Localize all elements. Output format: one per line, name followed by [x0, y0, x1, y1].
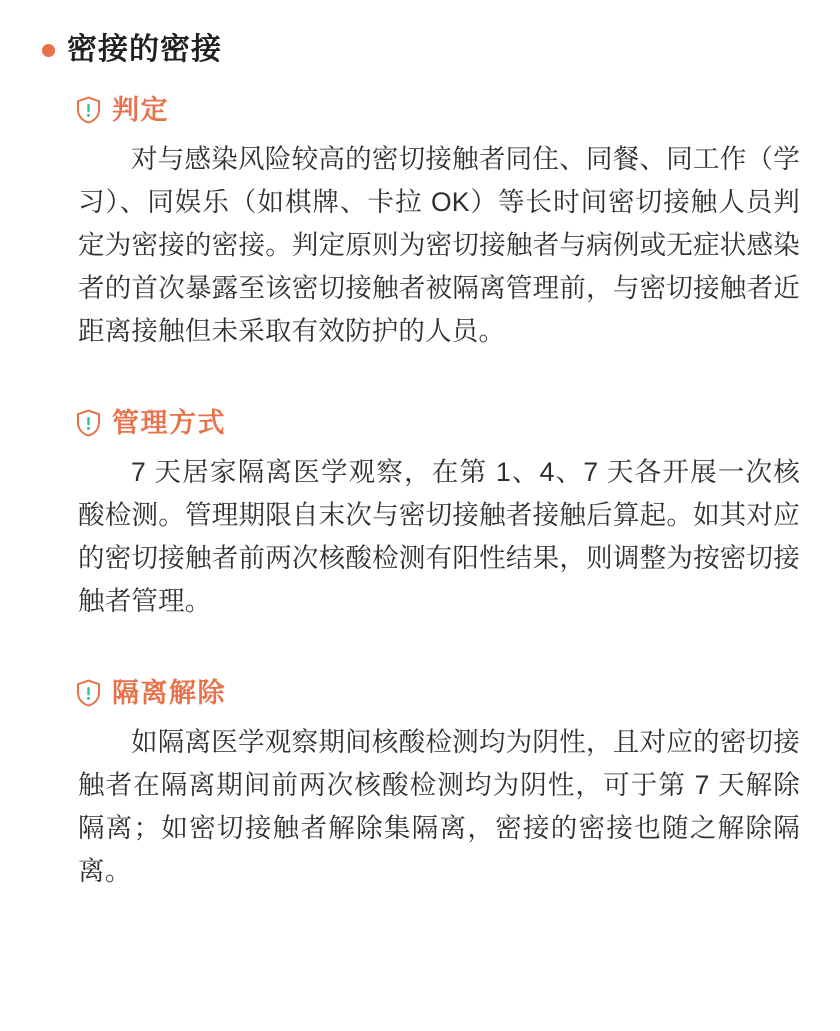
shield-exclamation-icon: [76, 679, 101, 707]
section-heading-text: 判定: [112, 95, 169, 125]
section-management: [34, 407, 806, 623]
section-heading-text: 管理方式: [112, 408, 226, 438]
section-body-text: 如隔离医学观察期间核酸检测均为阴性，且对应的密切接触者在隔离期间前两次核酸检测均为阴性，可于第 7 天解除隔离；如密切接触者解除集隔离，密接的密接也随之解除隔离。: [78, 727, 800, 887]
section-release: [34, 677, 806, 893]
bullet-dot-icon: [42, 44, 55, 57]
shield-exclamation-icon: [76, 96, 101, 124]
spacer: [34, 629, 806, 651]
section-heading: [76, 94, 806, 126]
shield-exclamation-icon: [76, 409, 101, 437]
section-heading: [76, 677, 806, 709]
page-title-text: 密接的密接: [67, 33, 222, 66]
section-heading-text: 隔离解除: [112, 678, 226, 709]
section-body-text: 7 天居家隔离医学观察，在第 1、4、7 天各开展一次核酸检测。管理期限自末次与密切接触者接触后算起。如其对应的密切接触者前两次核酸检测有阳性结果，则调整为按密切接触者管理。: [78, 457, 800, 617]
section-body-text: 对与感染风险较高的密切接触者同住、同餐、同工作（学习）、同娱乐（如棋牌、卡拉 OK）等长时间密切接触人员判定为密接的密接。判定原则为密切接触者与病例或无症状感染者的首次暴露至该密切接触者被隔离管理前，与密切接触者近距离接触但未采取有效防护的人员。: [78, 144, 800, 347]
page-title: [42, 32, 806, 68]
section-heading: [76, 407, 806, 439]
spacer: [34, 359, 806, 381]
section-judgment: [34, 94, 806, 353]
